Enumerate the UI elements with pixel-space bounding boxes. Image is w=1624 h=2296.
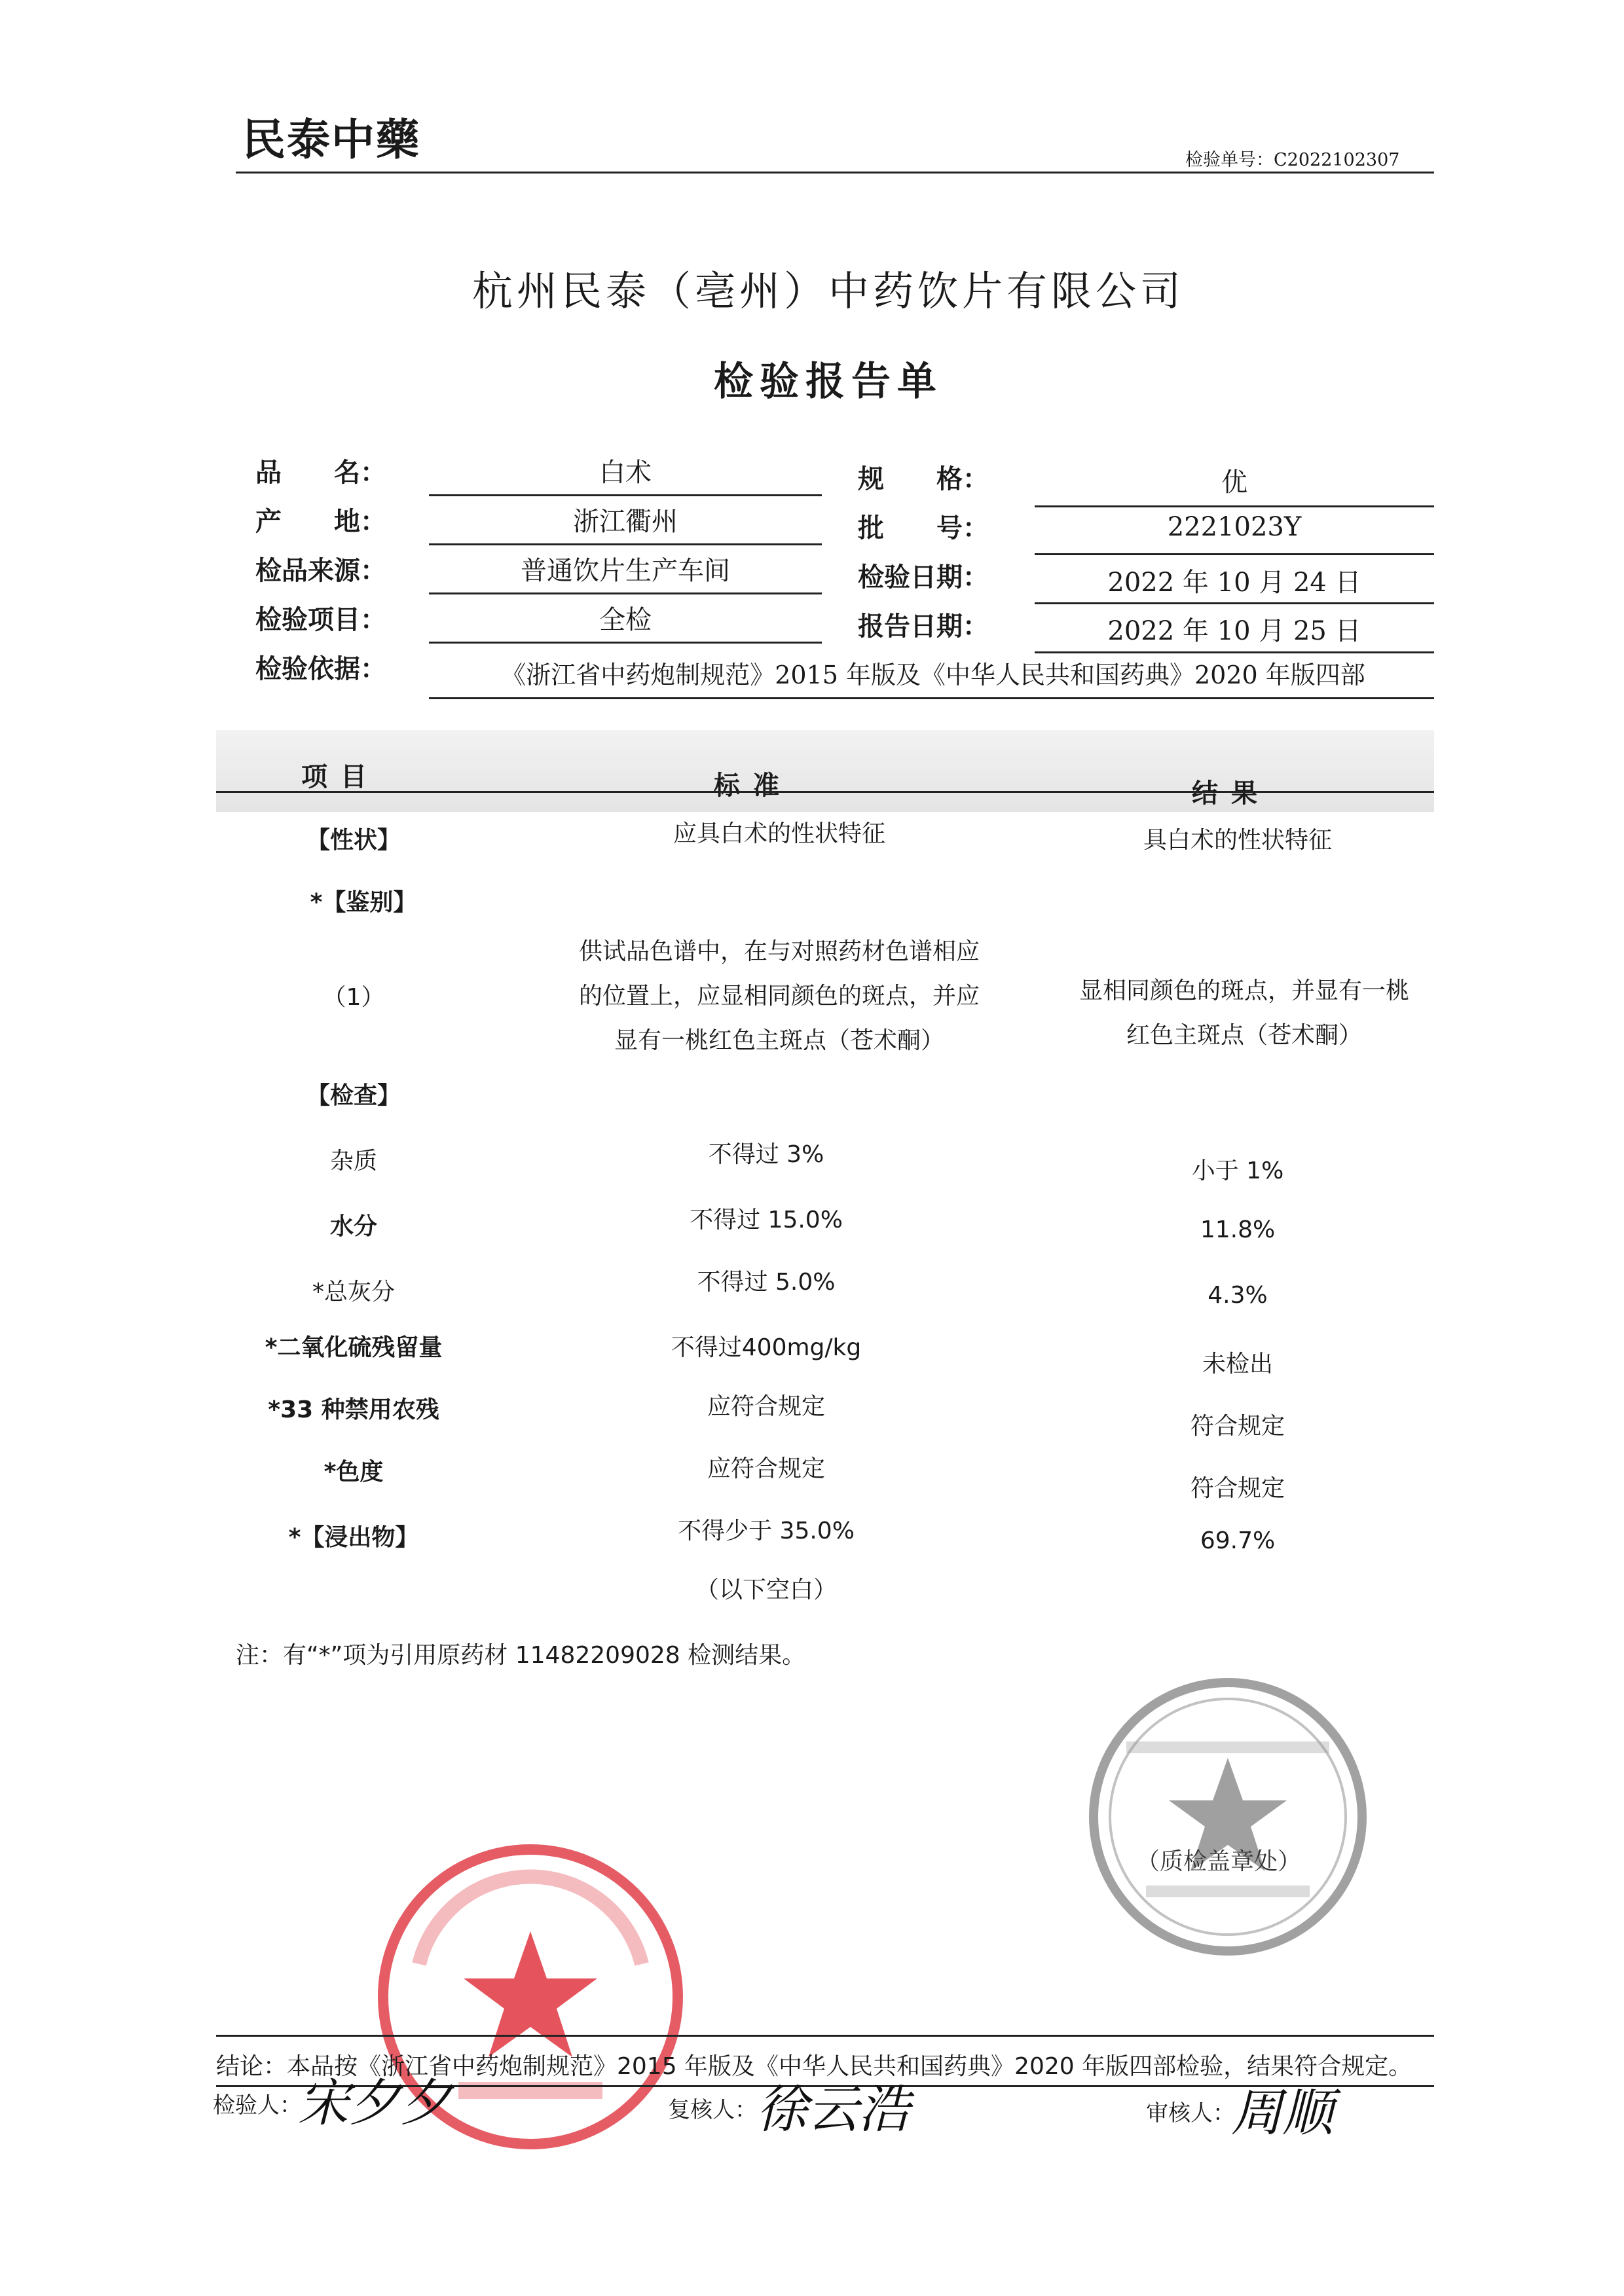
company-name: 杭州民泰（亳州）中药饮片有限公司 (471, 267, 1185, 315)
inspector-label: 检验人： (213, 2092, 302, 2119)
row-result: 69.7% (1200, 1527, 1276, 1554)
company-logo: 民泰中藥 (242, 114, 420, 165)
row-item: *【浸出物】 (288, 1524, 419, 1551)
row-item: *色度 (323, 1459, 384, 1485)
header-rule (236, 172, 1434, 173)
basis-label: 检验依据： (255, 654, 386, 684)
row-standard-line: 显有一桃红色主斑点（苍术酮） (614, 1027, 944, 1054)
row-standard: 不得过 15.0% (690, 1207, 843, 1233)
test-item-value: 全检 (599, 605, 652, 635)
row-result-line: 显相同颜色的斑点，并显有一桃 (1079, 977, 1409, 1004)
row-result: 11.8% (1200, 1216, 1276, 1243)
approver-label: 审核人： (1146, 2100, 1235, 2126)
row-item: 杂质 (329, 1148, 377, 1175)
test-date-label: 检验日期： (858, 562, 989, 592)
row-item: *二氧化硫残留量 (265, 1334, 443, 1361)
product-name-label: 品 名： (255, 458, 386, 488)
sample-source-label: 检品来源： (255, 556, 386, 586)
product-name-value: 白术 (599, 458, 652, 488)
spec-label: 规 格： (858, 464, 989, 494)
row-result: 具白术的性状特征 (1143, 827, 1332, 854)
field-underline (429, 592, 822, 594)
row-result-line: 红色主斑点（苍术酮） (1126, 1022, 1362, 1049)
inspector-signature: 宋夕夕 (298, 2074, 452, 2133)
batch-value: 2221023Y (1167, 512, 1302, 542)
field-underline (429, 494, 822, 496)
row-standard (537, 930, 1022, 1063)
row-result (1035, 969, 1454, 1058)
conclusion-top-rule (216, 2035, 1434, 2037)
conclusion-text: 结论：本品按《浙江省中药炮制规范》2015 年版及《中华人民共和国药典》2020 年版四部检验，结果符合规定。 (216, 2053, 1412, 2080)
row-result: 小于 1% (1191, 1157, 1284, 1184)
basis-value: 《浙江省中药炮制规范》2015 年版及《中华人民共和国药典》2020 年版四部 (501, 661, 1365, 689)
col-header-result: 结果 (1192, 778, 1270, 809)
row-standard: 应符合规定 (707, 1455, 825, 1482)
row-standard-line: 供试品色谱中，在与对照药材色谱相应 (578, 938, 980, 965)
col-header-item: 项目 (301, 762, 380, 792)
batch-label: 批 号： (858, 513, 989, 543)
field-underline (1035, 651, 1434, 653)
doc-number: 检验单号：C2022102307 (1185, 150, 1400, 170)
field-underline (1035, 505, 1434, 507)
approver-signature: 周顺 (1231, 2084, 1334, 2143)
row-standard: 应符合规定 (707, 1393, 825, 1420)
field-underline (429, 543, 822, 545)
row-standard: 不得过 5.0% (697, 1269, 836, 1296)
row-standard: 不得过400mg/kg (671, 1334, 862, 1361)
footnote: 注：有“*”项为引用原药材 11482209028 检测结果。 (236, 1642, 806, 1669)
table-end-mark: （以下空白） (695, 1576, 837, 1603)
test-item-label: 检验项目： (255, 605, 386, 635)
spec-value: 优 (1221, 467, 1247, 498)
row-result: 符合规定 (1190, 1475, 1285, 1502)
field-underline (429, 697, 1434, 699)
qc-stamp (1074, 1663, 1382, 1971)
row-item: （1） (322, 984, 385, 1011)
row-item: *【鉴别】 (310, 889, 417, 916)
sample-source-value: 普通饮片生产车间 (521, 556, 730, 586)
reviewer-label: 复核人： (668, 2097, 757, 2123)
report-date-label: 报告日期： (858, 611, 989, 642)
reviewer-signature: 徐云浩 (756, 2081, 910, 2140)
row-item: 【性状】 (306, 827, 401, 854)
stamp-star-icon (464, 1931, 597, 2057)
qc-stamp-note: （质检盖章处） (1136, 1848, 1302, 1875)
row-result: 4.3% (1208, 1282, 1268, 1309)
row-item: *33 种禁用农残 (268, 1396, 439, 1423)
row-standard: 不得少于 35.0% (678, 1518, 855, 1544)
row-item: 水分 (329, 1213, 377, 1240)
row-result: 符合规定 (1190, 1413, 1285, 1440)
field-underline (1035, 553, 1434, 555)
test-date-value: 2022 年 10 月 24 日 (1107, 568, 1361, 598)
row-standard: 应具白术的性状特征 (673, 820, 885, 847)
row-standard: 不得过 3% (708, 1141, 824, 1168)
row-result: 未检出 (1202, 1351, 1273, 1377)
origin-label: 产 地： (255, 507, 386, 537)
field-underline (429, 642, 822, 644)
report-title: 检验报告单 (714, 359, 943, 405)
row-item: 【检查】 (306, 1082, 401, 1109)
report-date-value: 2022 年 10 月 25 日 (1107, 616, 1361, 646)
origin-value: 浙江衢州 (573, 507, 678, 537)
table-header-rule (216, 791, 1434, 793)
field-underline (1035, 602, 1434, 604)
row-standard-line: 的位置上，应显相同颜色的斑点，并应 (578, 983, 980, 1010)
col-header-standard: 标准 (714, 771, 792, 801)
row-item: *总灰分 (312, 1279, 395, 1305)
